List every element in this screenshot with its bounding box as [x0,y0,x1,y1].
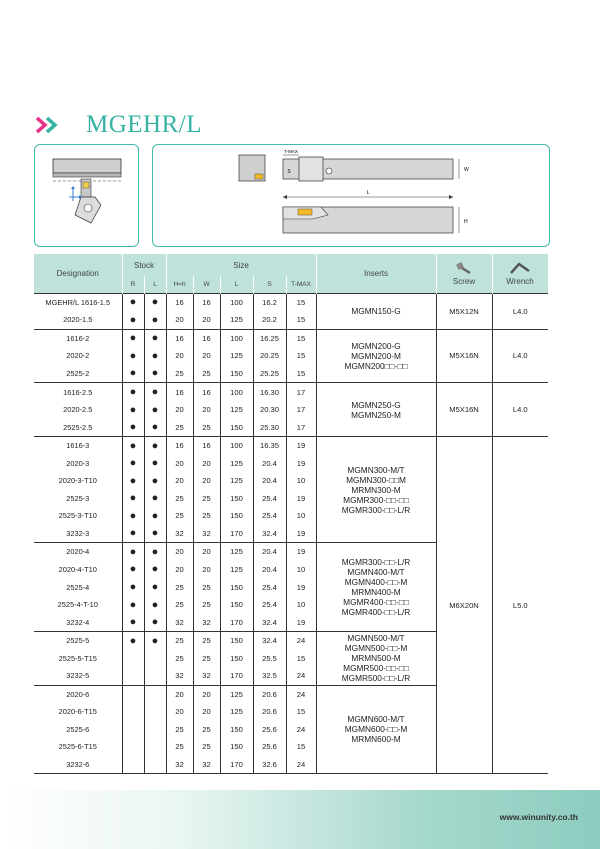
stock-l-cell: ● [144,418,166,436]
header-wrench [492,254,548,293]
size-w-cell: 20 [193,561,220,579]
size-l-cell: 125 [220,543,253,561]
size-w-cell: 25 [193,507,220,525]
insert-code: MGMR300-□□-□□ [343,494,409,505]
s-label: S [287,169,291,175]
size-tmax-cell: 24 [286,721,316,739]
stock-l-cell: ● [144,472,166,490]
insert-code: MGMN500-M/T [347,633,405,644]
insert-code: MGMN400-M/T [347,567,405,578]
size-tmax-cell: 19 [286,578,316,596]
size-w-cell: 32 [193,525,220,543]
tmax-label: T-MAX [284,149,298,154]
size-tmax-cell: 15 [286,293,316,311]
designation-cell: 3232-6 [66,759,90,769]
insert-code: MGMR400-□□-□□ [343,597,409,608]
header-inserts: Inserts [316,254,436,293]
size-tmax-cell: 24 [286,685,316,703]
designation-cell: 2525-4-T-10 [57,600,98,610]
designation-cell: 2020-6 [34,685,122,703]
stock-r-cell: ● [122,578,144,596]
inserts-cell [316,293,436,329]
inserts-cell [316,543,436,632]
size-l-cell: 100 [220,293,253,311]
inserts-cell [316,631,436,685]
size-h-cell: 20 [166,454,193,472]
size-h-cell: 20 [166,347,193,365]
stock-l-cell: ● [144,365,166,383]
size-l-cell: 100 [220,383,253,401]
designation-cell: 3232-4 [66,617,90,627]
size-w-cell: 20 [193,401,220,419]
stock-r-cell: ● [122,436,144,454]
size-h-cell: 25 [166,738,193,756]
insert-code: MGMN250-G [351,399,401,410]
dimension-diagram [152,144,550,247]
size-w-cell: 25 [193,721,220,739]
size-l-cell: 170 [220,525,253,543]
size-tmax-cell: 24 [286,756,316,774]
size-h-cell: 20 [166,472,193,490]
sub-r: R [122,276,144,293]
designation-cell: 2020-3-T10 [58,476,97,486]
size-h-cell: 32 [166,756,193,774]
stock-l-cell: ● [144,293,166,311]
size-l-cell: 150 [220,631,253,649]
size-tmax-cell: 19 [286,454,316,472]
insert-code: MGMN600-M/T [347,714,405,725]
size-s-cell: 20.25 [253,347,286,365]
insert-code: MGMN200-M [351,350,401,361]
designation-cell: 2020-4 [34,543,122,561]
designation-cell: 2525-5-T15 [58,653,97,663]
stock-l-cell: ● [144,347,166,365]
size-l-cell: 125 [220,311,253,329]
stock-r-cell: ● [122,561,144,579]
sub-hh: H=h [166,276,193,293]
wrench-cell: L4.0 [492,383,548,437]
size-tmax-cell: 19 [286,613,316,631]
stock-l-cell: ● [144,631,166,649]
size-s-cell: 16.35 [253,436,286,454]
size-s-cell: 20.4 [253,561,286,579]
header-screw [436,254,492,293]
insert-code: MGMN250-M [351,409,401,420]
inserts-cell [316,685,436,774]
stock-l-cell [144,649,166,667]
insert-code: MGMN400-□□-M [344,577,408,588]
size-l-cell: 125 [220,401,253,419]
size-h-cell: 32 [166,613,193,631]
screw-cell: M5X12N [436,293,492,329]
wrench-icon [509,261,531,275]
size-s-cell: 25.4 [253,596,286,614]
footer-url: www.winunity.co.th [499,812,578,822]
header-size: Size [166,254,316,276]
size-h-cell: 25 [166,721,193,739]
size-tmax-cell: 15 [286,329,316,347]
sub-w: W [193,276,220,293]
size-l-cell: 100 [220,436,253,454]
size-tmax-cell: 15 [286,365,316,383]
table-row [34,329,548,347]
size-w-cell: 20 [193,454,220,472]
size-w-cell: 32 [193,756,220,774]
sub-s: S [253,276,286,293]
designation-cell: 2525-3-T10 [58,511,97,521]
wrench-cell: L5.0 [492,436,548,773]
stock-l-cell [144,667,166,685]
size-s-cell: 32.6 [253,756,286,774]
stock-l-cell [144,703,166,721]
size-h-cell: 25 [166,507,193,525]
stock-r-cell: ● [122,401,144,419]
insert-code: MGMN200□□-□□ [344,360,408,371]
stock-r-cell: ● [122,347,144,365]
size-w-cell: 25 [193,649,220,667]
size-s-cell: 16.2 [253,293,286,311]
stock-l-cell: ● [144,329,166,347]
stock-r-cell: ● [122,507,144,525]
size-l-cell: 125 [220,347,253,365]
insert-code: MGMR300-□□-L/R [341,557,411,568]
size-s-cell: 32.5 [253,667,286,685]
size-h-cell: 32 [166,525,193,543]
screw-cell: M6X20N [436,436,492,773]
toolholder-drawing [153,145,549,246]
stock-l-cell [144,685,166,703]
stock-r-cell [122,667,144,685]
stock-r-cell: ● [122,383,144,401]
size-l-cell: 125 [220,454,253,472]
size-h-cell: 25 [166,631,193,649]
size-h-cell: 32 [166,667,193,685]
application-diagram [34,144,139,247]
size-s-cell: 32.4 [253,525,286,543]
stock-l-cell [144,756,166,774]
designation-cell: MGEHR/L 1616-1.5 [34,293,122,311]
size-s-cell: 25.4 [253,490,286,508]
stock-l-cell: ● [144,383,166,401]
stock-l-cell: ● [144,454,166,472]
wrench-cell: L4.0 [492,329,548,383]
size-h-cell: 25 [166,490,193,508]
inserts-cell [316,329,436,383]
screw-cell: M5X16N [436,329,492,383]
size-l-cell: 125 [220,561,253,579]
stock-l-cell: ● [144,311,166,329]
stock-l-cell: ● [144,543,166,561]
sub-l: L [144,276,166,293]
table-row [34,293,548,311]
size-l-cell: 150 [220,738,253,756]
size-s-cell: 25.4 [253,578,286,596]
insert-code: MRMN500-M [351,653,401,664]
stock-r-cell [122,703,144,721]
insert-code: MGMR300-□□-L/R [341,504,411,515]
size-s-cell: 16.25 [253,329,286,347]
size-s-cell: 32.4 [253,631,286,649]
insert-code: MGMR500-□□-L/R [341,673,411,684]
size-tmax-cell: 24 [286,631,316,649]
size-tmax-cell: 24 [286,667,316,685]
stock-r-cell: ● [122,293,144,311]
insert-code: MGMN200-G [351,340,401,351]
header-designation: Designation [34,254,122,293]
insert-code: MGMR500-□□-□□ [343,663,409,674]
size-tmax-cell: 10 [286,507,316,525]
designation-cell: 2020-2.5 [63,405,93,415]
designation-cell: 2525-6 [66,724,90,734]
stock-l-cell: ● [144,525,166,543]
insert-code: MGMN600-□□-M [344,724,408,735]
stock-r-cell [122,649,144,667]
size-h-cell: 16 [166,329,193,347]
size-w-cell: 20 [193,311,220,329]
size-w-cell: 25 [193,578,220,596]
wrench-cell: L4.0 [492,293,548,329]
size-l-cell: 150 [220,365,253,383]
size-w-cell: 20 [193,347,220,365]
size-l-cell: 150 [220,490,253,508]
insert-code: MGMN300-□□M [346,474,406,485]
size-s-cell: 25.30 [253,418,286,436]
size-l-cell: 170 [220,756,253,774]
size-s-cell: 20.4 [253,472,286,490]
size-w-cell: 16 [193,383,220,401]
size-w-cell: 20 [193,543,220,561]
size-s-cell: 20.6 [253,685,286,703]
inserts-cell [316,436,436,542]
insert-code: MRMN400-M [351,587,401,598]
stock-l-cell: ● [144,436,166,454]
size-w-cell: 20 [193,472,220,490]
stock-l-cell: ● [144,613,166,631]
table-row [34,436,548,454]
stock-l-cell: ● [144,596,166,614]
size-w-cell: 16 [193,293,220,311]
stock-l-cell: ● [144,507,166,525]
size-s-cell: 20.4 [253,454,286,472]
size-tmax-cell: 17 [286,383,316,401]
size-h-cell: 25 [166,418,193,436]
size-h-cell: 16 [166,293,193,311]
size-s-cell: 20.30 [253,401,286,419]
size-l-cell: 125 [220,703,253,721]
insert-code: MRMN600-M [351,734,401,745]
size-w-cell: 25 [193,418,220,436]
size-tmax-cell: 19 [286,436,316,454]
size-s-cell: 32.4 [253,613,286,631]
stock-l-cell [144,738,166,756]
stock-r-cell: ● [122,472,144,490]
size-tmax-cell: 19 [286,490,316,508]
table-row [34,383,548,401]
designation-cell: 3232-3 [66,528,90,538]
size-l-cell: 150 [220,418,253,436]
stock-l-cell: ● [144,578,166,596]
designation-cell: 1616-2.5 [34,383,122,401]
size-s-cell: 20.2 [253,311,286,329]
size-h-cell: 20 [166,543,193,561]
stock-r-cell: ● [122,631,144,649]
size-l-cell: 150 [220,721,253,739]
stock-r-cell [122,721,144,739]
stock-r-cell: ● [122,418,144,436]
size-h-cell: 16 [166,383,193,401]
size-h-cell: 20 [166,685,193,703]
designation-cell: 2525-3 [66,493,90,503]
size-w-cell: 16 [193,436,220,454]
w-label: W [464,167,469,173]
designation-cell: 2020-4-T10 [58,564,97,574]
size-s-cell: 20.6 [253,703,286,721]
stock-r-cell: ● [122,543,144,561]
designation-cell: 1616-3 [34,436,122,454]
sub-tmax: T-MAX [286,276,316,293]
designation-cell: 2525-2 [66,368,90,378]
insert-code: MGMR400-□□-L/R [341,607,411,618]
stock-r-cell: ● [122,329,144,347]
inserts-cell [316,383,436,437]
designation-cell: 2020-6-T15 [58,707,97,717]
designation-cell: 2020-3 [66,458,90,468]
size-s-cell: 25.6 [253,738,286,756]
size-w-cell: 32 [193,613,220,631]
stock-r-cell [122,738,144,756]
size-tmax-cell: 17 [286,401,316,419]
designation-cell: 2525-2.5 [63,422,93,432]
stock-l-cell: ● [144,490,166,508]
size-w-cell: 25 [193,596,220,614]
designation-cell: 1616-2 [34,329,122,347]
size-w-cell: 32 [193,667,220,685]
size-tmax-cell: 10 [286,472,316,490]
stock-l-cell: ● [144,561,166,579]
l-label: L [366,190,370,196]
screw-cell: M5X16N [436,383,492,437]
size-h-cell: 25 [166,365,193,383]
insert-code: MGMN300-M/T [347,464,405,475]
stock-r-cell: ● [122,454,144,472]
insert-code: MGMN150-G [351,306,401,317]
size-s-cell: 20.4 [253,543,286,561]
designation-cell: 2525-6-T15 [58,742,97,752]
size-s-cell: 25.4 [253,507,286,525]
size-tmax-cell: 15 [286,347,316,365]
size-h-cell: 16 [166,436,193,454]
size-s-cell: 25.6 [253,721,286,739]
size-w-cell: 25 [193,738,220,756]
title-row [34,112,202,138]
designation-cell: 2020-1.5 [63,315,93,325]
h-label: H [464,219,468,225]
size-w-cell: 20 [193,685,220,703]
insert-code: MRMN300-M [351,484,401,495]
size-l-cell: 125 [220,685,253,703]
size-tmax-cell: 19 [286,525,316,543]
size-s-cell: 25.25 [253,365,286,383]
stock-r-cell: ● [122,365,144,383]
size-l-cell: 125 [220,472,253,490]
designation-cell: 2525-5 [34,631,122,649]
size-w-cell: 25 [193,631,220,649]
size-l-cell: 150 [220,578,253,596]
stock-r-cell [122,756,144,774]
size-l-cell: 150 [220,507,253,525]
size-h-cell: 20 [166,703,193,721]
size-tmax-cell: 17 [286,418,316,436]
size-tmax-cell: 15 [286,649,316,667]
wrench-label: Wrench [506,276,534,286]
size-tmax-cell: 10 [286,561,316,579]
size-w-cell: 25 [193,365,220,383]
page-title: MGEHR/L [86,111,202,138]
stock-r-cell: ● [122,311,144,329]
size-h-cell: 20 [166,561,193,579]
stock-r-cell [122,685,144,703]
stock-l-cell: ● [144,401,166,419]
size-w-cell: 20 [193,703,220,721]
size-tmax-cell: 10 [286,596,316,614]
grooving-illustration [35,145,138,246]
designation-cell: 2020-2 [66,351,90,361]
size-tmax-cell: 15 [286,311,316,329]
size-l-cell: 150 [220,596,253,614]
size-tmax-cell: 19 [286,543,316,561]
size-h-cell: 20 [166,311,193,329]
designation-cell: 3232-5 [66,671,90,681]
size-tmax-cell: 15 [286,738,316,756]
size-l-cell: 100 [220,329,253,347]
stock-l-cell [144,721,166,739]
size-tmax-cell: 15 [286,703,316,721]
sub-len: L [220,276,253,293]
stock-r-cell: ● [122,596,144,614]
size-l-cell: 170 [220,667,253,685]
size-h-cell: 25 [166,578,193,596]
header-stock: Stock [122,254,166,276]
screw-icon [455,261,473,275]
designation-cell: 2525-4 [66,582,90,592]
size-h-cell: 20 [166,401,193,419]
size-w-cell: 16 [193,329,220,347]
double-chevron-right-icon [34,115,68,135]
screw-label: Screw [452,276,476,286]
stock-r-cell: ● [122,525,144,543]
size-s-cell: 16.30 [253,383,286,401]
size-l-cell: 150 [220,649,253,667]
spec-table-body [34,293,548,774]
size-h-cell: 25 [166,596,193,614]
size-h-cell: 25 [166,649,193,667]
spec-table [34,254,549,774]
stock-r-cell: ● [122,490,144,508]
size-s-cell: 25.5 [253,649,286,667]
insert-code: MGMN500-□□-M [344,643,408,654]
stock-r-cell: ● [122,613,144,631]
size-l-cell: 170 [220,613,253,631]
size-w-cell: 25 [193,490,220,508]
